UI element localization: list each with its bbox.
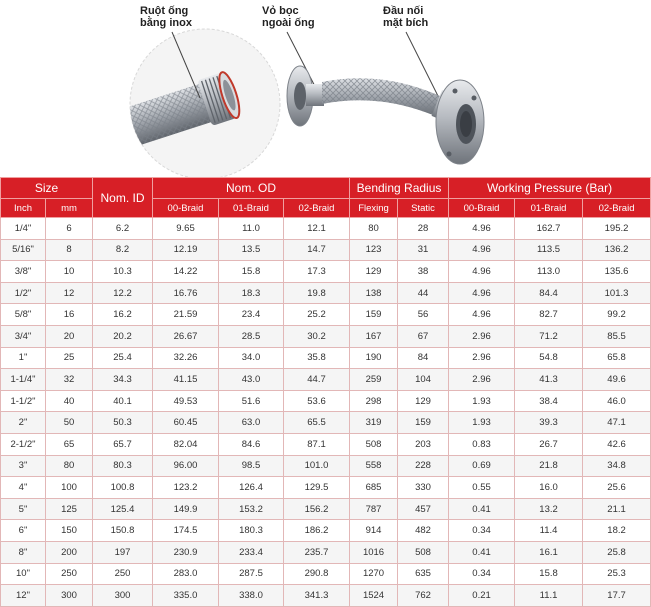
table-cell: 26.67 — [153, 325, 219, 347]
table-cell: 4.96 — [449, 282, 515, 304]
table-cell: 98.5 — [219, 455, 284, 477]
table-cell: 17.3 — [284, 261, 350, 283]
table-cell: 100.8 — [93, 477, 153, 499]
table-row — [1, 585, 651, 607]
table-cell: 101.3 — [583, 282, 651, 304]
table-cell: 28.5 — [219, 325, 284, 347]
table-cell: 28 — [398, 218, 449, 240]
table-cell: 47.1 — [583, 412, 651, 434]
table-cell: 67 — [398, 325, 449, 347]
table-cell: 126.4 — [219, 477, 284, 499]
table-cell: 87.1 — [284, 433, 350, 455]
table-cell: 298 — [350, 390, 398, 412]
table-cell: 16.2 — [93, 304, 153, 326]
table-cell: 20.2 — [93, 325, 153, 347]
table-cell: 1-1/4" — [1, 369, 46, 391]
table-cell: 129.5 — [284, 477, 350, 499]
table-cell: 3/8" — [1, 261, 46, 283]
table-cell: 15.8 — [219, 261, 284, 283]
table-cell: 136.2 — [583, 239, 651, 261]
table-cell: 65.7 — [93, 433, 153, 455]
table-cell: 0.34 — [449, 520, 515, 542]
table-cell: 65.5 — [284, 412, 350, 434]
subheader-wp-02-braid: 02-Braid — [583, 199, 651, 218]
table-cell: 84.4 — [515, 282, 583, 304]
table-cell: 41.3 — [515, 369, 583, 391]
table-cell: 38 — [398, 261, 449, 283]
table-cell: 138 — [350, 282, 398, 304]
table-cell: 16.0 — [515, 477, 583, 499]
table-cell: 23.4 — [219, 304, 284, 326]
header-working-pressure: Working Pressure (Bar) — [449, 178, 651, 199]
table-cell: 159 — [350, 304, 398, 326]
table-cell: 12.1 — [284, 218, 350, 240]
table-cell: 56 — [398, 304, 449, 326]
table-row — [1, 218, 651, 240]
table-cell: 233.4 — [219, 541, 284, 563]
spec-table — [0, 177, 651, 607]
table-cell: 16 — [46, 304, 93, 326]
table-cell: 125.4 — [93, 498, 153, 520]
table-row — [1, 455, 651, 477]
table-cell: 100 — [46, 477, 93, 499]
table-cell: 149.9 — [153, 498, 219, 520]
table-row — [1, 282, 651, 304]
table-cell: 1.93 — [449, 412, 515, 434]
table-cell: 11.1 — [515, 585, 583, 607]
table-cell: 8" — [1, 541, 46, 563]
table-row — [1, 433, 651, 455]
table-cell: 508 — [398, 541, 449, 563]
table-cell: 53.6 — [284, 390, 350, 412]
table-cell: 16.76 — [153, 282, 219, 304]
table-cell: 4.96 — [449, 261, 515, 283]
table-cell: 60.45 — [153, 412, 219, 434]
subheader-static: Static — [398, 199, 449, 218]
table-cell: 914 — [350, 520, 398, 542]
table-cell: 18.3 — [219, 282, 284, 304]
table-cell: 43.0 — [219, 369, 284, 391]
table-cell: 65.8 — [583, 347, 651, 369]
flanged-hose — [287, 66, 484, 164]
table-cell: 125 — [46, 498, 93, 520]
table-cell: 82.04 — [153, 433, 219, 455]
table-cell: 25.2 — [284, 304, 350, 326]
table-cell: 508 — [350, 433, 398, 455]
table-row — [1, 520, 651, 542]
table-cell: 49.6 — [583, 369, 651, 391]
table-cell: 0.41 — [449, 498, 515, 520]
table-cell: 54.8 — [515, 347, 583, 369]
table-cell: 135.6 — [583, 261, 651, 283]
table-cell: 180.3 — [219, 520, 284, 542]
table-cell: 16.1 — [515, 541, 583, 563]
table-row — [1, 369, 651, 391]
subheader-wp-00-braid: 00-Braid — [449, 199, 515, 218]
table-cell: 30.2 — [284, 325, 350, 347]
header-size: Size — [1, 178, 93, 199]
table-cell: 6 — [46, 218, 93, 240]
table-cell: 15.8 — [515, 563, 583, 585]
table-cell: 65 — [46, 433, 93, 455]
table-row — [1, 325, 651, 347]
subheader-mm: mm — [46, 199, 93, 218]
hose-illustration — [0, 0, 650, 176]
subheader-flexing: Flexing — [350, 199, 398, 218]
table-cell: 159 — [398, 412, 449, 434]
table-cell: 0.83 — [449, 433, 515, 455]
table-cell: 319 — [350, 412, 398, 434]
table-cell: 84.6 — [219, 433, 284, 455]
table-cell: 11.4 — [515, 520, 583, 542]
table-cell: 21.8 — [515, 455, 583, 477]
table-cell: 150.8 — [93, 520, 153, 542]
table-cell: 44 — [398, 282, 449, 304]
header-nom-od: Nom. OD — [153, 178, 350, 199]
table-cell: 10 — [46, 261, 93, 283]
table-row — [1, 477, 651, 499]
table-cell: 8.2 — [93, 239, 153, 261]
table-cell: 150 — [46, 520, 93, 542]
product-hero — [0, 0, 650, 176]
table-cell: 1.93 — [449, 390, 515, 412]
header-bending-radius: Bending Radius — [350, 178, 449, 199]
table-cell: 0.69 — [449, 455, 515, 477]
table-cell: 341.3 — [284, 585, 350, 607]
table-cell: 235.7 — [284, 541, 350, 563]
table-cell: 18.2 — [583, 520, 651, 542]
table-cell: 123 — [350, 239, 398, 261]
table-cell: 21.59 — [153, 304, 219, 326]
table-cell: 1016 — [350, 541, 398, 563]
table-cell: 14.7 — [284, 239, 350, 261]
spec-table-body — [1, 218, 651, 607]
table-cell: 6.2 — [93, 218, 153, 240]
table-cell: 42.6 — [583, 433, 651, 455]
table-cell: 38.4 — [515, 390, 583, 412]
table-cell: 49.53 — [153, 390, 219, 412]
table-cell: 482 — [398, 520, 449, 542]
table-cell: 283.0 — [153, 563, 219, 585]
table-cell: 156.2 — [284, 498, 350, 520]
table-cell: 25.6 — [583, 477, 651, 499]
table-cell: 12 — [46, 282, 93, 304]
table-cell: 20 — [46, 325, 93, 347]
table-cell: 1/4" — [1, 218, 46, 240]
inner-tube-detail — [96, 29, 280, 179]
table-cell: 3" — [1, 455, 46, 477]
table-cell: 84 — [398, 347, 449, 369]
table-cell: 123.2 — [153, 477, 219, 499]
table-cell: 34.8 — [583, 455, 651, 477]
table-cell: 40 — [46, 390, 93, 412]
table-row — [1, 498, 651, 520]
table-cell: 250 — [93, 563, 153, 585]
table-row — [1, 390, 651, 412]
table-cell: 2.96 — [449, 369, 515, 391]
table-cell: 104 — [398, 369, 449, 391]
table-cell: 335.0 — [153, 585, 219, 607]
table-cell: 11.0 — [219, 218, 284, 240]
table-cell: 13.5 — [219, 239, 284, 261]
table-cell: 31 — [398, 239, 449, 261]
table-cell: 2.96 — [449, 325, 515, 347]
table-cell: 10.3 — [93, 261, 153, 283]
table-cell: 82.7 — [515, 304, 583, 326]
table-row — [1, 347, 651, 369]
table-cell: 50.3 — [93, 412, 153, 434]
table-cell: 200 — [46, 541, 93, 563]
table-cell: 32.26 — [153, 347, 219, 369]
table-cell: 0.34 — [449, 563, 515, 585]
table-cell: 1/2" — [1, 282, 46, 304]
table-cell: 113.0 — [515, 261, 583, 283]
table-row — [1, 304, 651, 326]
table-cell: 80 — [350, 218, 398, 240]
table-cell: 1-1/2" — [1, 390, 46, 412]
table-cell: 197 — [93, 541, 153, 563]
table-cell: 113.5 — [515, 239, 583, 261]
table-cell: 259 — [350, 369, 398, 391]
subheader-od-01-braid: 01-Braid — [219, 199, 284, 218]
table-cell: 162.7 — [515, 218, 583, 240]
table-cell: 5/16" — [1, 239, 46, 261]
table-cell: 300 — [46, 585, 93, 607]
table-cell: 25.3 — [583, 563, 651, 585]
subheader-od-00-braid: 00-Braid — [153, 199, 219, 218]
table-cell: 129 — [398, 390, 449, 412]
table-cell: 12" — [1, 585, 46, 607]
table-cell: 250 — [46, 563, 93, 585]
table-cell: 101.0 — [284, 455, 350, 477]
table-cell: 25.4 — [93, 347, 153, 369]
table-cell: 12.2 — [93, 282, 153, 304]
table-cell: 685 — [350, 477, 398, 499]
table-cell: 635 — [398, 563, 449, 585]
table-cell: 50 — [46, 412, 93, 434]
table-cell: 228 — [398, 455, 449, 477]
subheader-inch: Inch — [1, 199, 46, 218]
table-cell: 19.8 — [284, 282, 350, 304]
table-cell: 71.2 — [515, 325, 583, 347]
table-cell: 129 — [350, 261, 398, 283]
table-row — [1, 239, 651, 261]
table-cell: 80 — [46, 455, 93, 477]
callout-outer-braid: Vỏ bọc ngoài ống — [262, 5, 315, 29]
table-cell: 17.7 — [583, 585, 651, 607]
table-cell: 1" — [1, 347, 46, 369]
table-cell: 96.00 — [153, 455, 219, 477]
table-cell: 32 — [46, 369, 93, 391]
table-cell: 174.5 — [153, 520, 219, 542]
table-cell: 195.2 — [583, 218, 651, 240]
table-cell: 5/8" — [1, 304, 46, 326]
table-cell: 12.19 — [153, 239, 219, 261]
table-cell: 2" — [1, 412, 46, 434]
table-cell: 3/4" — [1, 325, 46, 347]
table-cell: 35.8 — [284, 347, 350, 369]
table-cell: 51.6 — [219, 390, 284, 412]
table-cell: 2-1/2" — [1, 433, 46, 455]
table-cell: 40.1 — [93, 390, 153, 412]
table-cell: 44.7 — [284, 369, 350, 391]
table-cell: 330 — [398, 477, 449, 499]
table-cell: 287.5 — [219, 563, 284, 585]
table-cell: 2.96 — [449, 347, 515, 369]
table-cell: 787 — [350, 498, 398, 520]
table-cell: 41.15 — [153, 369, 219, 391]
table-cell: 1524 — [350, 585, 398, 607]
table-cell: 153.2 — [219, 498, 284, 520]
callout-inner-tube: Ruột ống bằng inox — [140, 5, 192, 29]
table-cell: 186.2 — [284, 520, 350, 542]
table-cell: 203 — [398, 433, 449, 455]
table-cell: 85.5 — [583, 325, 651, 347]
subheader-od-02-braid: 02-Braid — [284, 199, 350, 218]
table-cell: 0.21 — [449, 585, 515, 607]
table-row — [1, 412, 651, 434]
table-row — [1, 563, 651, 585]
table-cell: 4" — [1, 477, 46, 499]
table-cell: 39.3 — [515, 412, 583, 434]
table-cell: 338.0 — [219, 585, 284, 607]
table-cell: 0.41 — [449, 541, 515, 563]
table-cell: 558 — [350, 455, 398, 477]
subheader-wp-01-braid: 01-Braid — [515, 199, 583, 218]
table-row — [1, 541, 651, 563]
table-cell: 9.65 — [153, 218, 219, 240]
table-cell: 4.96 — [449, 304, 515, 326]
table-cell: 6" — [1, 520, 46, 542]
table-cell: 230.9 — [153, 541, 219, 563]
table-cell: 80.3 — [93, 455, 153, 477]
table-cell: 99.2 — [583, 304, 651, 326]
table-cell: 63.0 — [219, 412, 284, 434]
table-cell: 1270 — [350, 563, 398, 585]
table-cell: 8 — [46, 239, 93, 261]
table-cell: 34.0 — [219, 347, 284, 369]
table-cell: 34.3 — [93, 369, 153, 391]
table-cell: 13.2 — [515, 498, 583, 520]
table-cell: 167 — [350, 325, 398, 347]
table-cell: 190 — [350, 347, 398, 369]
table-cell: 25.8 — [583, 541, 651, 563]
table-cell: 290.8 — [284, 563, 350, 585]
table-cell: 26.7 — [515, 433, 583, 455]
table-row — [1, 261, 651, 283]
header-nom-id: Nom. ID — [93, 178, 153, 218]
table-cell: 4.96 — [449, 218, 515, 240]
table-cell: 25 — [46, 347, 93, 369]
table-cell: 5" — [1, 498, 46, 520]
table-cell: 10" — [1, 563, 46, 585]
table-cell: 0.55 — [449, 477, 515, 499]
callout-flange: Đầu nối mặt bích — [383, 5, 429, 29]
table-cell: 46.0 — [583, 390, 651, 412]
table-cell: 4.96 — [449, 239, 515, 261]
table-cell: 762 — [398, 585, 449, 607]
table-cell: 457 — [398, 498, 449, 520]
table-cell: 300 — [93, 585, 153, 607]
table-cell: 21.1 — [583, 498, 651, 520]
table-cell: 14.22 — [153, 261, 219, 283]
